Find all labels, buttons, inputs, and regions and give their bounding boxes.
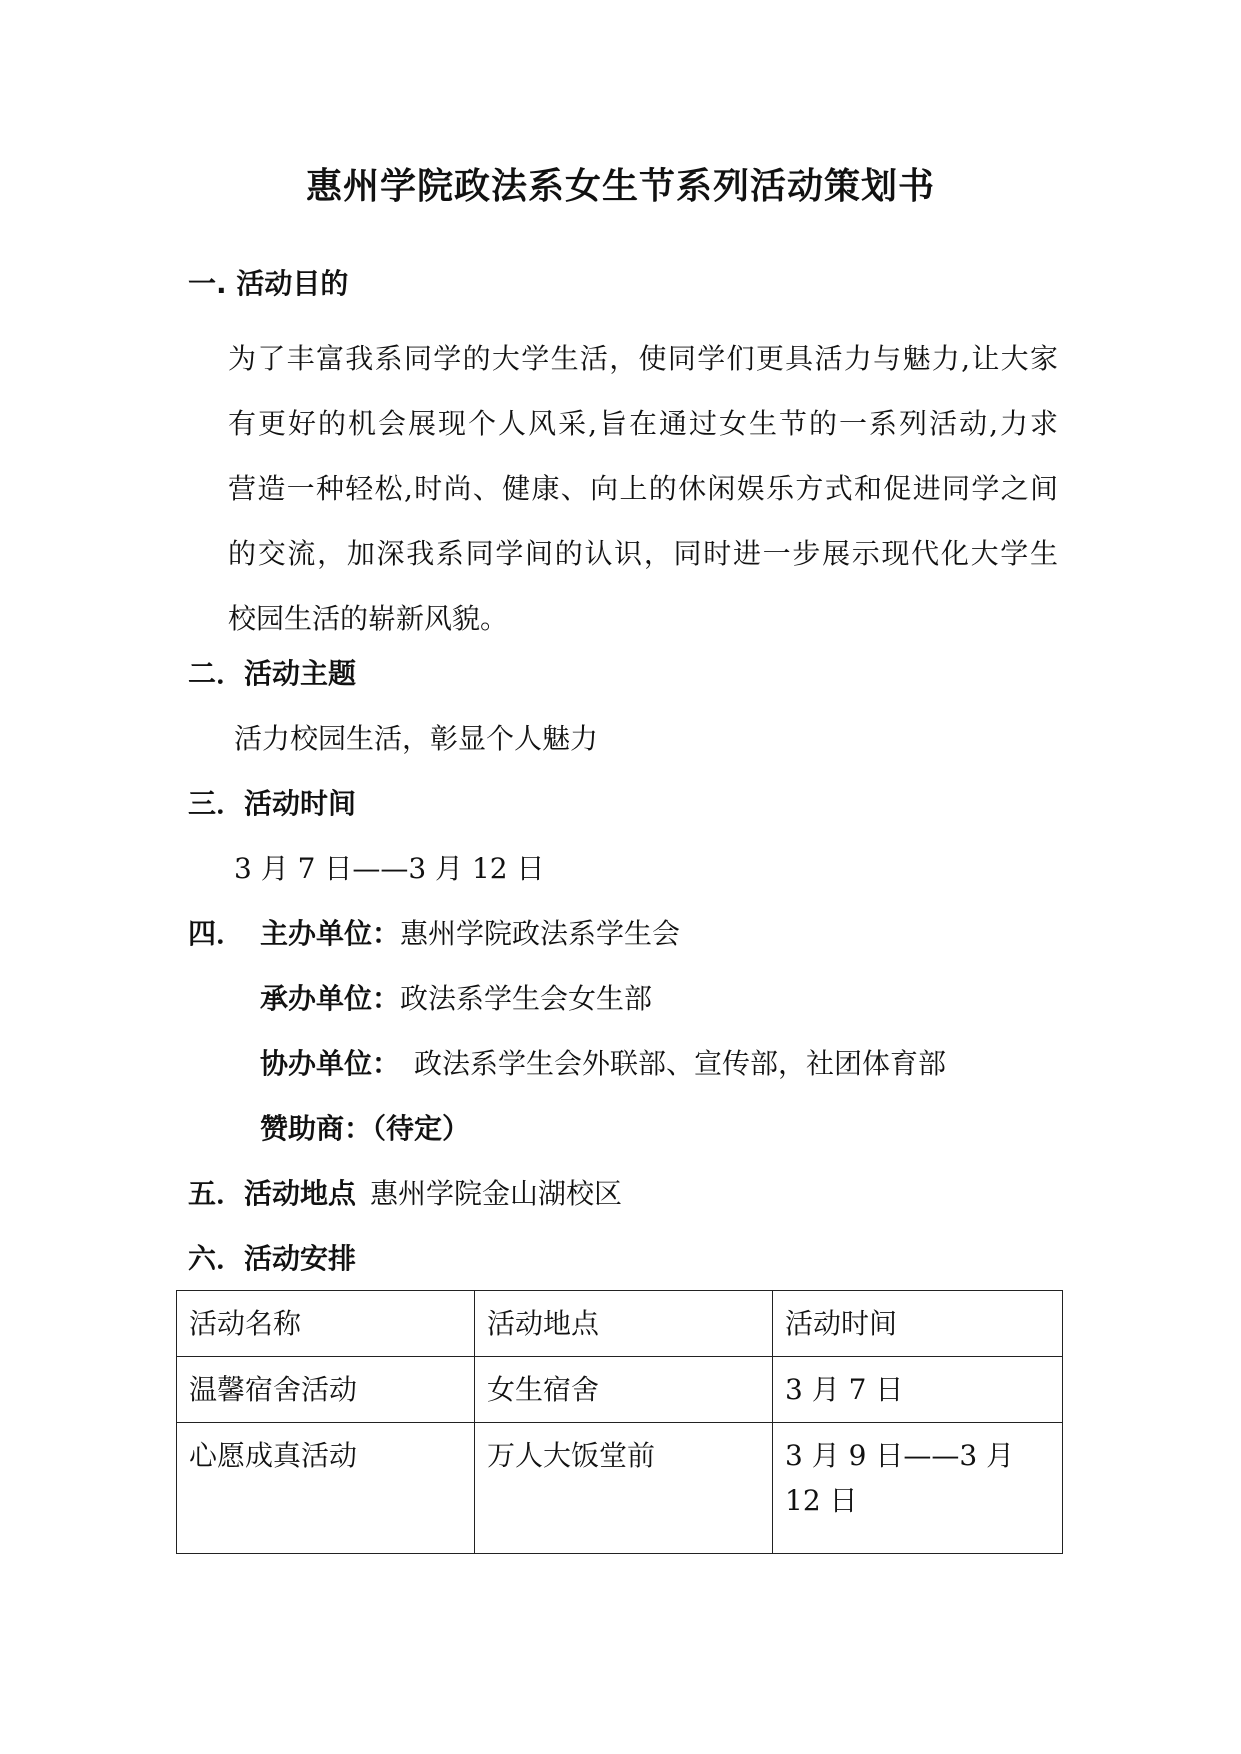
table-header-cell: 活动名称 — [177, 1291, 475, 1357]
undertaker-value: 政法系学生会女生部 — [400, 982, 653, 1015]
sponsor-label: 赞助商：（待定） — [260, 1112, 471, 1145]
table-cell: 3 月 9 日——3 月 12 日 — [773, 1423, 1063, 1554]
table-header-cell: 活动地点 — [475, 1291, 773, 1357]
host-value: 惠州学院政法系学生会 — [400, 917, 681, 950]
table-header-row — [177, 1291, 1063, 1357]
section-purpose-heading: 一. 活动目的 — [188, 267, 349, 300]
schedule-table — [176, 1290, 1063, 1554]
undertaker-label: 承办单位： — [260, 982, 401, 1015]
section-time-text: 3 月 7 日——3 月 12 日 — [234, 852, 545, 885]
purpose-line: 营造一种轻松,时尚、健康、向上的休闲娱乐方式和促进同学之间 — [228, 472, 1058, 505]
section-organizers-number: 四． — [188, 917, 245, 950]
purpose-line: 校园生活的崭新风貌。 — [228, 602, 509, 635]
host-row — [260, 912, 680, 952]
table-header-cell: 活动时间 — [773, 1291, 1063, 1357]
purpose-line: 有更好的机会展现个人风采,旨在通过女生节的一系列活动,力求 — [228, 407, 1058, 440]
purpose-line: 为了丰富我系同学的大学生活，使同学们更具活力与魅力,让大家 — [228, 342, 1058, 375]
coorganizer-value: 政法系学生会外联部、宣传部，社团体育部 — [414, 1047, 947, 1080]
table-cell: 温馨宿舍活动 — [177, 1357, 475, 1423]
coorganizer-label: 协办单位： — [260, 1047, 401, 1080]
undertaker-row — [260, 977, 652, 1017]
table-cell: 3 月 7 日 — [773, 1357, 1063, 1423]
section-theme-heading: 二．活动主题 — [188, 657, 357, 690]
location-row — [188, 1172, 622, 1212]
table-row — [177, 1423, 1063, 1554]
document-title: 惠州学院政法系女生节系列活动策划书 — [305, 166, 935, 207]
section-theme-text: 活力校园生活，彰显个人魅力 — [234, 722, 599, 755]
section-location-heading: 五．活动地点 — [188, 1177, 357, 1210]
section-arrangement-heading: 六．活动安排 — [188, 1242, 357, 1275]
host-label: 主办单位： — [260, 917, 401, 950]
table-row — [177, 1357, 1063, 1423]
section-location-text: 惠州学院金山湖校区 — [370, 1177, 623, 1210]
purpose-line: 的交流，加深我系同学间的认识，同时进一步展示现代化大学生 — [228, 537, 1058, 570]
table-cell: 万人大饭堂前 — [475, 1423, 773, 1554]
coorganizer-row — [260, 1042, 946, 1082]
section-time-heading: 三．活动时间 — [188, 787, 357, 820]
section-purpose-paragraph — [228, 326, 1058, 651]
table-cell: 心愿成真活动 — [177, 1423, 475, 1554]
table-cell: 女生宿舍 — [475, 1357, 773, 1423]
